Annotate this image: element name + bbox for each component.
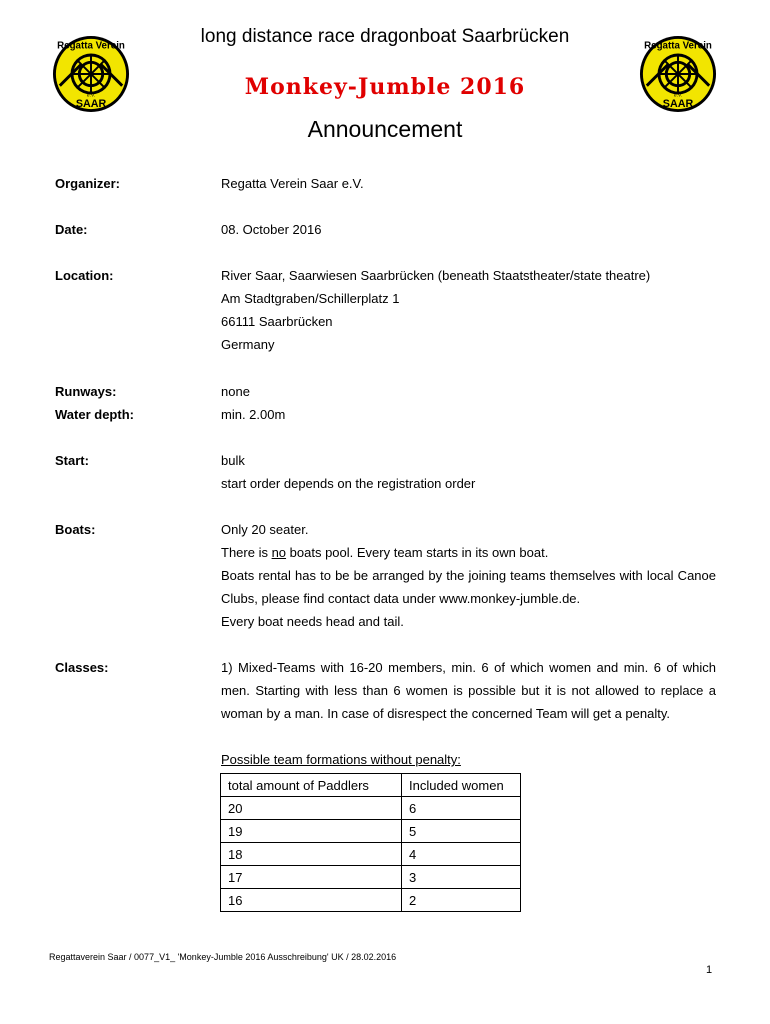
location-line: 66111 Saarbrücken [221,314,333,329]
logo-small-text: e.V. [86,93,96,99]
logo-small-text: e.V. [673,93,683,99]
location-label: Location: [55,268,114,283]
logo-top-text: Regatta Verein [57,40,125,52]
boats-line-underlined: no [271,545,287,560]
organizer-value: Regatta Verein Saar e.V. [221,176,364,191]
boats-line: Only 20 seater. [221,522,309,537]
table-row [221,889,521,912]
table-cell: 4 [402,843,521,866]
table-row [221,820,521,843]
document-footer: Regattaverein Saar / 0077_V1_ 'Monkey-Jumble 2016 Ausschreibung' UK / 28.02.2016 [49,952,397,962]
table-cell: 16 [221,889,402,912]
table-row [221,866,521,889]
table-header-cell: total amount of Paddlers [221,774,402,797]
logo-top-text: Regatta Verein [644,40,712,52]
classes-label: Classes: [55,660,109,675]
table-row [221,843,521,866]
location-line: Germany [221,337,275,352]
runways-label: Runways: [55,384,117,399]
boats-line: Every boat needs head and tail. [221,614,404,629]
date-label: Date: [55,222,88,237]
formations-heading: Possible team formations without penalty: [221,752,461,767]
organizer-label: Organizer: [55,176,121,191]
location-line: River Saar, Saarwiesen Saarbrücken (beneath Staatstheater/state theatre) [221,268,651,283]
page-heading: Announcement [307,116,463,142]
table-header-row [221,774,521,797]
race-title: long distance race dragonboat Saarbrücken [200,26,570,47]
classes-paragraph: 1) Mixed-Teams with 16-20 members, min. 6 of which women and min. 6 of which men. Starting with less than 6 women is possible but it is not allowed to replace a woman by a man. In case of disrespect the concerned Team will get a penalty. [221,660,716,721]
date-value: 08. October 2016 [221,222,322,237]
team-formations-table [220,773,521,912]
table-cell: 2 [402,889,521,912]
table-cell: 6 [402,797,521,820]
event-title: Monkey-Jumble 2016 [244,74,526,100]
water-depth-value: min. 2.00m [221,407,286,422]
logo-bottom-text: SAAR [662,98,694,111]
table-header-cell: Included women [402,774,521,797]
table-cell: 18 [221,843,402,866]
table-cell: 19 [221,820,402,843]
table-cell: 20 [221,797,402,820]
logo-bottom-text: SAAR [75,98,107,111]
location-line: Am Stadtgraben/Schillerplatz 1 [221,291,400,306]
boats-label: Boats: [55,522,96,537]
boats-line-post: boats pool. Every team starts in its own boat. [286,545,549,560]
start-line: start order depends on the registration order [221,476,476,491]
page-number: 1 [706,964,713,976]
boats-line-pre: There is [221,545,272,560]
table-cell: 3 [402,866,521,889]
table-cell: 5 [402,820,521,843]
table-row [221,797,521,820]
boats-line [221,541,548,564]
start-label: Start: [55,453,89,468]
boats-rental-paragraph: Boats rental has to be be arranged by the joining teams themselves with local Canoe Clubs, please find contact data under www.monkey-jumble.de. [221,568,716,606]
start-line: bulk [221,453,245,468]
water-depth-label: Water depth: [55,407,134,422]
table-cell: 17 [221,866,402,889]
runways-value: none [221,384,250,399]
